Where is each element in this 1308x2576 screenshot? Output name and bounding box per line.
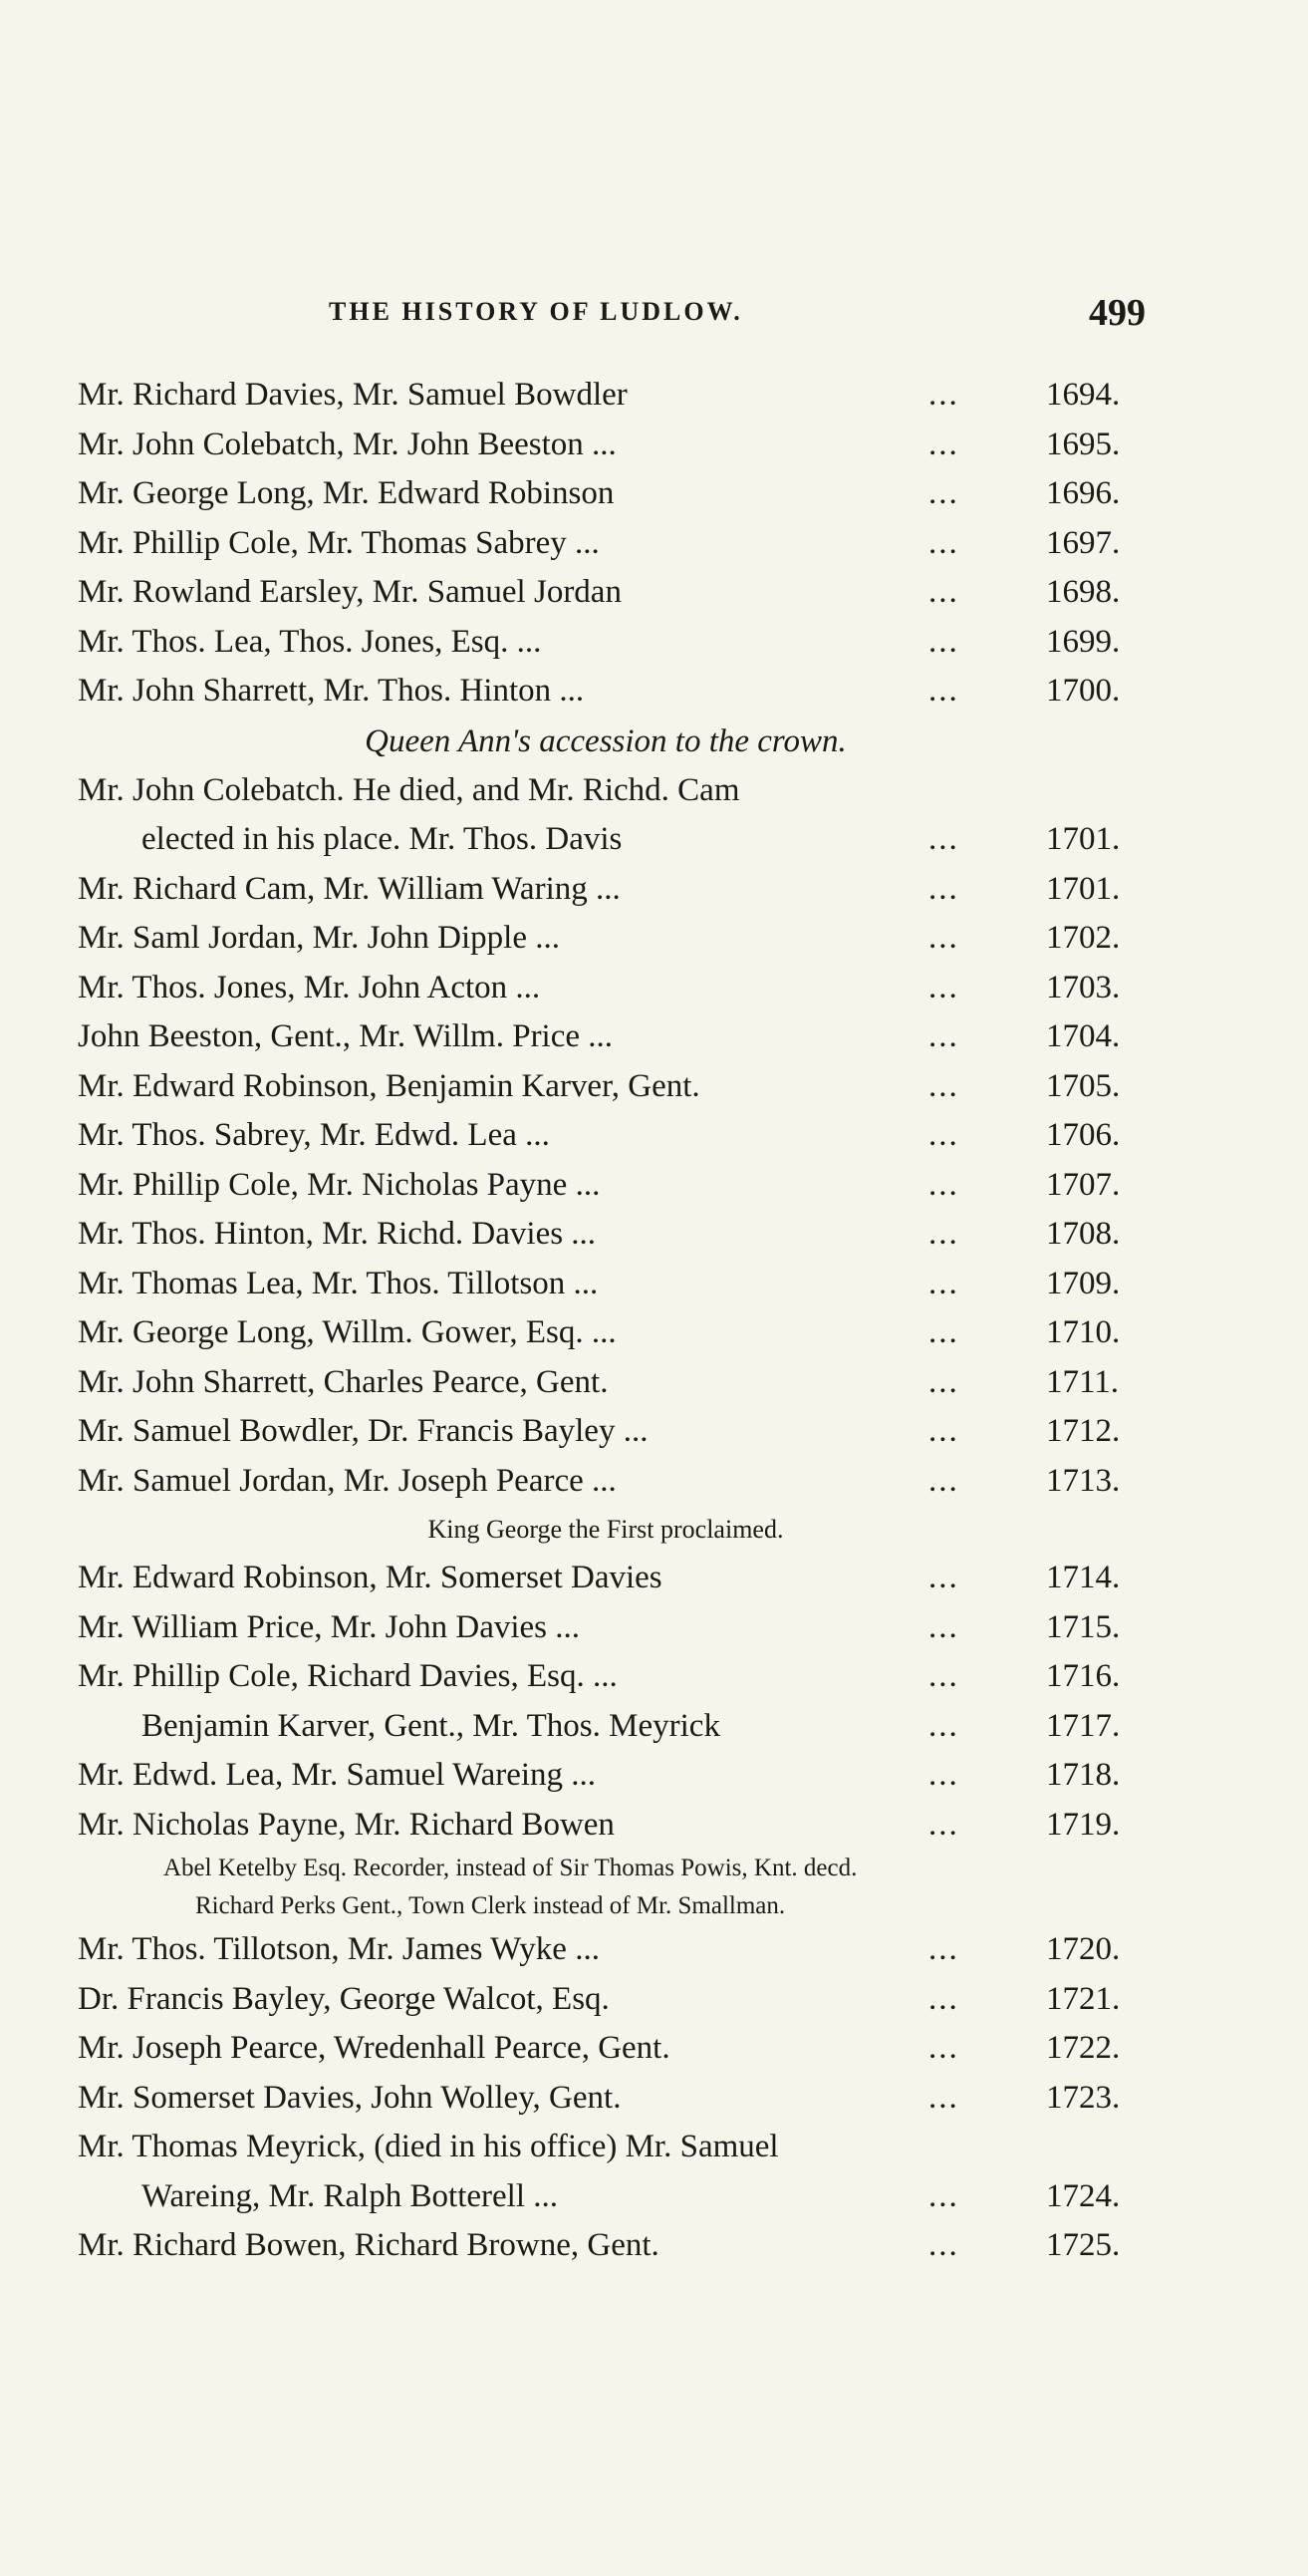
entry-names: Mr. Nicholas Payne, Mr. Richard Bowen (78, 1806, 615, 1843)
leader-dots: ... (928, 426, 959, 462)
entry-names: Mr. Richard Davies, Mr. Samuel Bowdler (78, 377, 628, 413)
list-item (78, 1457, 1174, 1507)
list-item (78, 618, 1174, 668)
entry-year: 1717. (1046, 1707, 1121, 1744)
entry-year: 1710. (1046, 1314, 1121, 1350)
leader-dots: ... (928, 1757, 959, 1793)
note-recorder: Abel Ketelby Esq. Recorder, instead of Sir Thomas Powis, Knt. decd. (163, 1855, 858, 1881)
list-item (78, 766, 1174, 816)
note-town-clerk: Richard Perks Gent., Town Clerk instead of Mr. Smallman. (195, 1892, 786, 1919)
list-item-continuation (78, 815, 1174, 865)
entry-names: Mr. William Price, Mr. John Davies ... (78, 1608, 581, 1645)
entry-year: 1706. (1046, 1117, 1121, 1153)
leader-dots: ... (928, 2177, 959, 2214)
list-item (78, 568, 1174, 618)
entry-year: 1695. (1046, 426, 1121, 462)
leader-dots: ... (928, 1462, 959, 1499)
entry-year: 1713. (1046, 1462, 1121, 1499)
entry-names: Mr. John Sharrett, Charles Pearce, Gent. (78, 1363, 609, 1400)
entry-year: 1722. (1046, 2030, 1121, 2066)
list-item (78, 469, 1174, 519)
leader-dots: ... (928, 2030, 959, 2066)
entry-year: 1697. (1046, 524, 1121, 561)
entry-year: 1723. (1046, 2079, 1121, 2116)
entry-year: 1721. (1046, 1980, 1121, 2017)
entry-year: 1694. (1046, 377, 1121, 413)
entry-year: 1698. (1046, 574, 1121, 610)
entry-names: Mr. Saml Jordan, Mr. John Dipple ... (78, 920, 560, 956)
leader-dots: ... (928, 1363, 959, 1400)
entry-names: Mr. Thos. Jones, Mr. John Acton ... (78, 969, 541, 1005)
entry-year: 1716. (1046, 1658, 1121, 1694)
entry-names: Mr. John Sharrett, Mr. Thos. Hinton ... (78, 673, 585, 709)
entry-names-line1: Mr. Thomas Meyrick, (died in his office) Mr. Samuel (78, 2129, 779, 2164)
list-item (78, 1975, 1174, 2025)
entry-names: Mr. Phillip Cole, Mr. Thomas Sabrey ... (78, 524, 600, 561)
leader-dots: ... (928, 1608, 959, 1645)
leader-dots: ... (928, 1067, 959, 1104)
list-item (78, 1652, 1174, 1702)
leader-dots: ... (928, 1117, 959, 1153)
entry-names: Mr. Phillip Cole, Richard Davies, Esq. ... (78, 1658, 618, 1694)
entry-names: Mr. Somerset Davies, John Wolley, Gent. (78, 2079, 622, 2116)
list-item (78, 371, 1174, 421)
list-item (78, 865, 1174, 915)
entry-names: Mr. Edwd. Lea, Mr. Samuel Wareing ... (78, 1757, 597, 1793)
leader-dots: ... (928, 2079, 959, 2116)
entry-year: 1711. (1046, 1363, 1120, 1400)
list-item (78, 1111, 1174, 1161)
entry-year: 1720. (1046, 1931, 1121, 1967)
list-item (78, 667, 1174, 716)
list-item (78, 2024, 1174, 2074)
entry-names: John Beeston, Gent., Mr. Willm. Price ... (78, 1018, 614, 1054)
entry-names-line2: elected in his place. Mr. Thos. Davis (141, 821, 623, 857)
entry-names: Mr. Richard Bowen, Richard Browne, Gent. (78, 2227, 659, 2263)
entry-year: 1708. (1046, 1216, 1121, 1252)
list-item (78, 1161, 1174, 1211)
list-item (78, 1358, 1174, 1408)
list-item (78, 519, 1174, 569)
leader-dots: ... (928, 1166, 959, 1203)
list-item-continuation (78, 2172, 1174, 2222)
entry-names: Mr. Samuel Bowdler, Dr. Francis Bayley ... (78, 1413, 649, 1449)
entry-year: 1725. (1046, 2227, 1121, 2263)
list-item (78, 1801, 1174, 1851)
leader-dots: ... (928, 377, 959, 413)
leader-dots: ... (928, 1658, 959, 1694)
entry-names-line1: Mr. John Colebatch. He died, and Mr. Richd. Cam (78, 771, 740, 808)
entry-year: 1701. (1046, 821, 1121, 857)
list-item (78, 2074, 1174, 2124)
entry-names: Mr. Thos. Sabrey, Mr. Edwd. Lea ... (78, 1117, 550, 1153)
entry-names: Mr. George Long, Willm. Gower, Esq. ... (78, 1314, 617, 1350)
leader-dots: ... (928, 574, 959, 610)
entry-year: 1718. (1046, 1757, 1121, 1793)
leader-dots: ... (928, 1216, 959, 1252)
entry-year: 1719. (1046, 1806, 1121, 1843)
leader-dots: ... (928, 1413, 959, 1449)
list-item (78, 1062, 1174, 1112)
entry-names: Mr. George Long, Mr. Edward Robinson (78, 475, 615, 511)
entry-names: Mr. Edward Robinson, Benjamin Karver, Gent. (78, 1067, 700, 1104)
leader-dots: ... (928, 673, 959, 709)
entry-year: 1715. (1046, 1608, 1121, 1645)
leader-dots: ... (928, 1314, 959, 1350)
list-item (78, 964, 1174, 1013)
list-item (78, 1925, 1174, 1975)
entry-names: Mr. Samuel Jordan, Mr. Joseph Pearce ... (78, 1462, 617, 1499)
leader-dots: ... (928, 1707, 959, 1744)
page-number: 499 (1089, 292, 1146, 334)
list-item (78, 1210, 1174, 1260)
section-heading-king-george: King George the First proclaimed. (427, 1515, 784, 1544)
leader-dots: ... (928, 475, 959, 511)
leader-dots: ... (928, 1265, 959, 1301)
list-item (78, 1554, 1174, 1603)
list-item (78, 421, 1174, 470)
entry-names-line2: Wareing, Mr. Ralph Botterell ... (141, 2177, 559, 2214)
leader-dots: ... (928, 524, 959, 561)
leader-dots: ... (928, 920, 959, 956)
leader-dots: ... (928, 1931, 959, 1967)
entry-year: 1705. (1046, 1067, 1121, 1104)
leader-dots: ... (928, 2227, 959, 2263)
entry-names: Mr. Thos. Tillotson, Mr. James Wyke ... (78, 1931, 600, 1967)
entry-year: 1714. (1046, 1560, 1121, 1595)
entry-year: 1699. (1046, 623, 1121, 660)
leader-dots: ... (928, 623, 959, 660)
entry-names: Mr. Joseph Pearce, Wredenhall Pearce, Gent. (78, 2030, 670, 2066)
entry-names: Dr. Francis Bayley, George Walcot, Esq. (78, 1980, 610, 2017)
entry-names: Benjamin Karver, Gent., Mr. Thos. Meyrick (141, 1707, 720, 1744)
election-list (78, 371, 1174, 2271)
leader-dots: ... (928, 1560, 959, 1595)
list-item (78, 1751, 1174, 1801)
list-item (78, 1407, 1174, 1457)
entry-names: Mr. Thos. Hinton, Mr. Richd. Davies ... (78, 1216, 597, 1252)
list-item (78, 2221, 1174, 2271)
entry-names: Mr. Phillip Cole, Mr. Nicholas Payne ... (78, 1166, 601, 1203)
leader-dots: ... (928, 1980, 959, 2017)
entry-names: Mr. Rowland Earsley, Mr. Samuel Jordan (78, 574, 622, 610)
list-item (78, 1603, 1174, 1653)
leader-dots: ... (928, 1018, 959, 1054)
section-heading-queen-ann: Queen Ann's accession to the crown. (365, 722, 847, 759)
entry-names: Mr. Thos. Lea, Thos. Jones, Esq. ... (78, 623, 542, 660)
list-item (78, 1702, 1174, 1752)
leader-dots: ... (928, 969, 959, 1005)
list-item (78, 1308, 1174, 1358)
entry-year: 1696. (1046, 475, 1121, 511)
running-title: THE HISTORY OF LUDLOW. (329, 297, 743, 326)
entry-year: 1704. (1046, 1018, 1121, 1054)
entry-year: 1707. (1046, 1166, 1121, 1203)
entry-year: 1700. (1046, 673, 1121, 709)
page-header (329, 291, 1146, 341)
entry-year: 1702. (1046, 920, 1121, 956)
entry-names: Mr. Edward Robinson, Mr. Somerset Davies (78, 1560, 662, 1595)
entry-year: 1712. (1046, 1413, 1121, 1449)
entry-year: 1709. (1046, 1265, 1121, 1301)
leader-dots: ... (928, 870, 959, 907)
list-item (78, 2123, 1174, 2172)
entry-year: 1701. (1046, 870, 1121, 907)
list-item (78, 1012, 1174, 1062)
list-item (78, 1260, 1174, 1309)
entry-names: Mr. Thomas Lea, Mr. Thos. Tillotson ... (78, 1265, 599, 1301)
list-item (78, 914, 1174, 964)
entry-names: Mr. John Colebatch, Mr. John Beeston ... (78, 426, 617, 462)
entry-year: 1703. (1046, 969, 1121, 1005)
entry-names: Mr. Richard Cam, Mr. William Waring ... (78, 870, 621, 907)
leader-dots: ... (928, 1806, 959, 1843)
entry-year: 1724. (1046, 2177, 1121, 2214)
leader-dots: ... (928, 821, 959, 857)
